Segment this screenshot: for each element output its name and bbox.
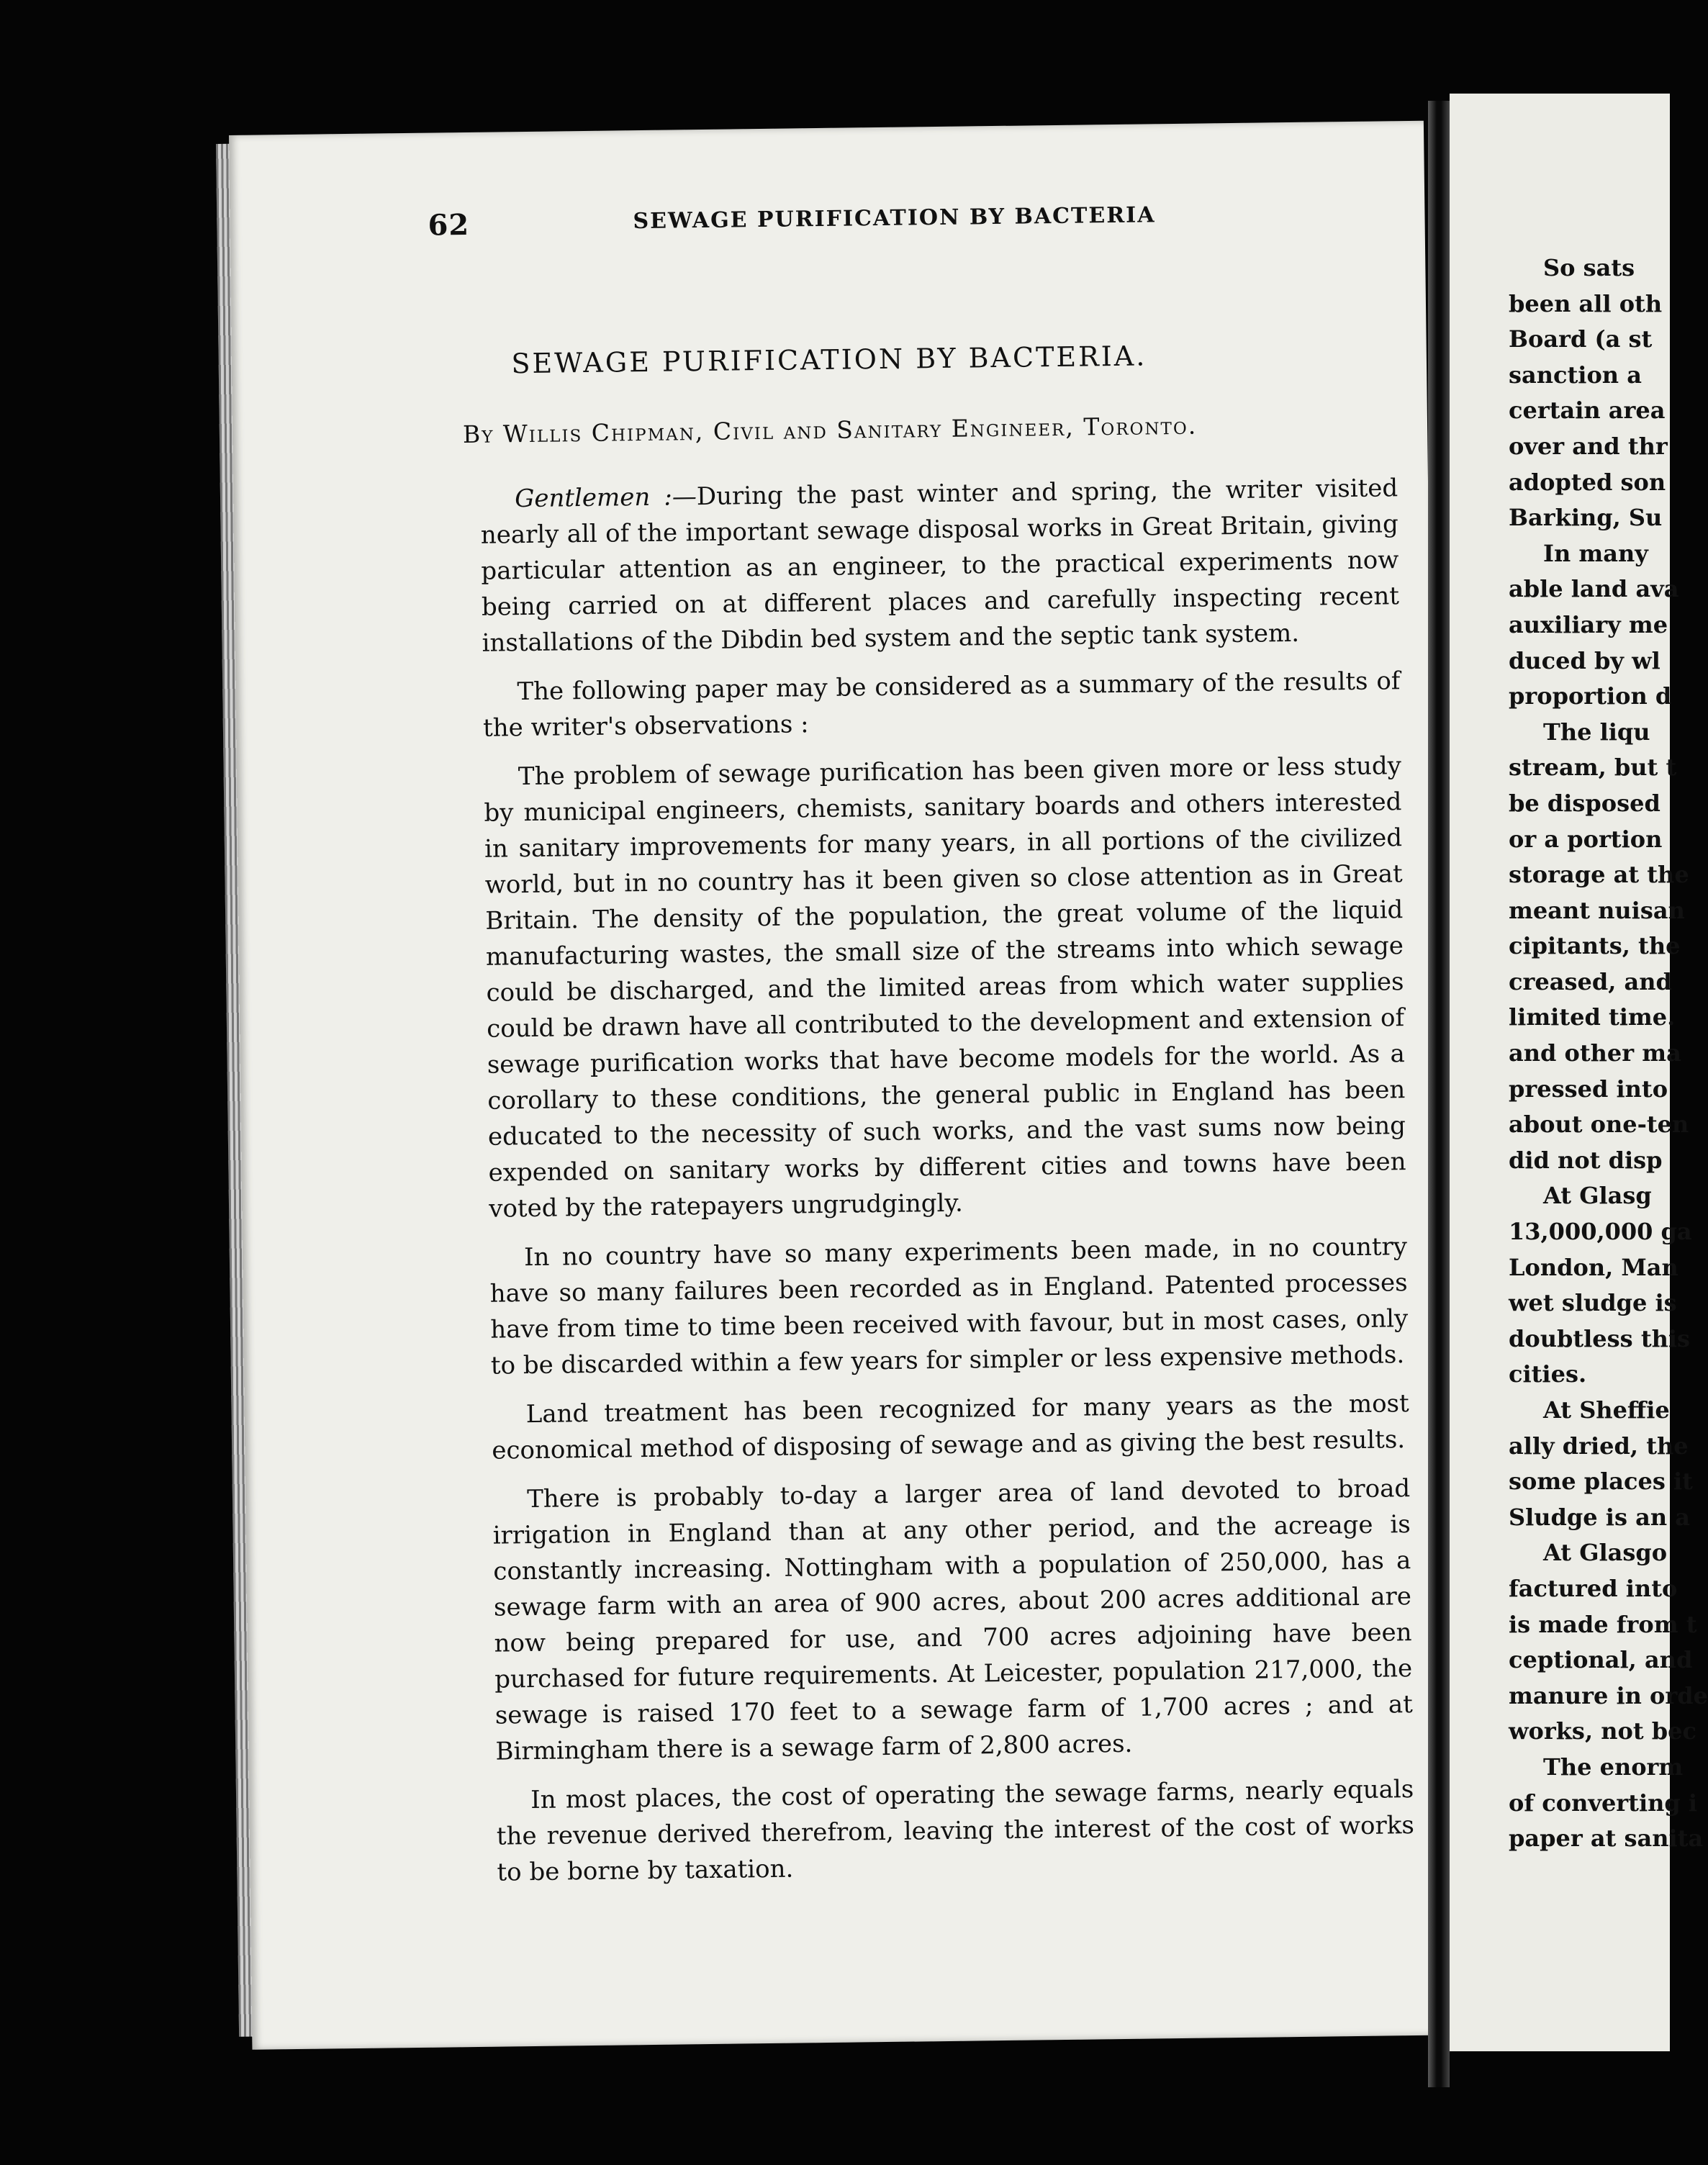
text-line: some places it — [1509, 1468, 1693, 1496]
text-line: The liqu — [1543, 718, 1650, 746]
text-line: manure in orde — [1509, 1681, 1708, 1709]
text-line: Barking, Su — [1509, 504, 1663, 532]
text-line: London, Man — [1509, 1253, 1678, 1281]
running-title: SEWAGE PURIFICATION BY BACTERIA — [633, 202, 1156, 235]
text-line: meant nuisan — [1509, 896, 1685, 924]
text-line: Sludge is an a — [1509, 1503, 1690, 1531]
text-line: cities. — [1509, 1360, 1587, 1388]
right-page-text — [1509, 250, 1708, 1857]
text-line: storage at the — [1509, 861, 1689, 889]
text-line: limited time. — [1509, 1003, 1676, 1031]
text-line: doubtless this — [1509, 1324, 1691, 1352]
text-line: duced by wl — [1509, 646, 1660, 674]
text-line: At Sheffie — [1543, 1396, 1670, 1424]
text-line: pressed into — [1509, 1075, 1668, 1103]
page-number: 62 — [428, 207, 470, 243]
text-line: creased, and — [1509, 967, 1672, 995]
text-line: factured into — [1509, 1574, 1678, 1602]
text-line: or a portion — [1509, 825, 1663, 853]
text-line: auxiliary me — [1509, 610, 1668, 638]
paragraph: The following paper may be considered as a summary of the results of the writer's observations : — [482, 666, 1401, 743]
text-line: of converting i — [1509, 1789, 1698, 1817]
text-line: and other ma — [1509, 1039, 1681, 1067]
text-line: did not disp — [1509, 1146, 1663, 1174]
text-line: In many — [1543, 539, 1648, 567]
text-line: 13,000,000 ga — [1509, 1218, 1692, 1246]
text-line: sanction a — [1509, 361, 1642, 389]
text-line: about one-ten — [1509, 1111, 1689, 1139]
text-line: stream, but t — [1509, 754, 1677, 782]
paragraph: In most places, the cost of operating the sewage farms, nearly equals the revenue derived therefrom, leaving the interest of the cost of works to be borne by taxation. — [496, 1775, 1415, 1887]
article-body — [480, 470, 1415, 1903]
paragraph: Gentlemen :—During the past winter and spring, the writer visited nearly all of the important sewage disposal works in Great Britain, giving particular attention as an engineer, to the practical experiments now being carried on at different places and carefully inspecting recent installations of the Dibdin bed system and the septic tank system. — [480, 474, 1400, 658]
text-line: ally dried, the — [1509, 1432, 1689, 1460]
text-line: paper at sanita — [1509, 1825, 1704, 1853]
text-line: Board (a st — [1509, 325, 1653, 353]
text-line: be disposed — [1509, 789, 1660, 817]
salutation: Gentlemen :— — [514, 482, 697, 514]
book-gutter — [1428, 101, 1450, 2087]
text-line: proportion d — [1509, 682, 1672, 710]
text-line: certain area — [1509, 397, 1666, 425]
paragraph: Land treatment has been recognized for many years as the most economical method of disposing of sewage and as giving the best results. — [492, 1389, 1409, 1465]
left-page — [229, 121, 1447, 2050]
text-line: ceptional, and — [1509, 1646, 1693, 1674]
text-line: cipitants, the — [1509, 932, 1681, 960]
right-page — [1450, 94, 1708, 2051]
paragraph: There is probably to-day a larger area of land devoted to broad irrigation in England than at any other period, and the acreage is constantly increasing. Nottingham with a population of 250,000, has a sewage farm with an area of 900 acres, about 200 acres additional are now being prepared for use, and 700 acres adjoining have been purchased for future requirements. At Leicester, population 217,000, the sewage is raised 170 feet to a sewage farm of 1,700 acres ; and at Birmingham there is a sewage farm of 2,800 acres. — [492, 1474, 1414, 1766]
text-line: The enorm — [1543, 1753, 1684, 1781]
text-line: over and thr — [1509, 432, 1668, 460]
paragraph: The problem of sewage purification has been given more or less study by municipal engineers, chemists, sanitary boards and others interested in sanitary improvements for many years, in all portions of the civilized world, but in no country has it been given so close attention as in Great Britain. The density of the population, the great volume of the liquid manufacturing wastes, the small size of the streams into which sewage could be discharged, and the limited areas from which water supplies could be drawn have all contributed to the development and extension of sewage purification works that have become models for the world. As a corollary to these conditions, the general public in England has been educated to the necessity of such works, and the vast sums now being expended on sanitary works by different cities and towns have been voted by the ratepayers ungrudgingly. — [484, 751, 1406, 1224]
text-line: been all oth — [1509, 289, 1663, 317]
byline: By Willis Chipman, Civil and Sanitary Engineer, Toronto. — [462, 411, 1198, 449]
article-title: SEWAGE PURIFICATION BY BACTERIA. — [511, 340, 1147, 380]
text-line: At Glasg — [1543, 1182, 1652, 1210]
text-line: adopted son — [1509, 468, 1666, 496]
running-head — [230, 196, 1425, 254]
text-line: is made from t — [1509, 1610, 1697, 1638]
paragraph: In no country have so many experiments been made, in no country have so many failures been recorded as in England. Patented processes have from time to time been received with favour, but in most cases, only to be discarded within a few years for simpler or less expensive methods. — [489, 1232, 1409, 1380]
text-line: able land ava — [1509, 575, 1679, 603]
text-line: At Glasgo — [1543, 1539, 1668, 1567]
text-line: works, not bec — [1509, 1717, 1696, 1745]
text-line: wet sludge is — [1509, 1289, 1677, 1317]
text-line: So sats — [1543, 254, 1635, 281]
